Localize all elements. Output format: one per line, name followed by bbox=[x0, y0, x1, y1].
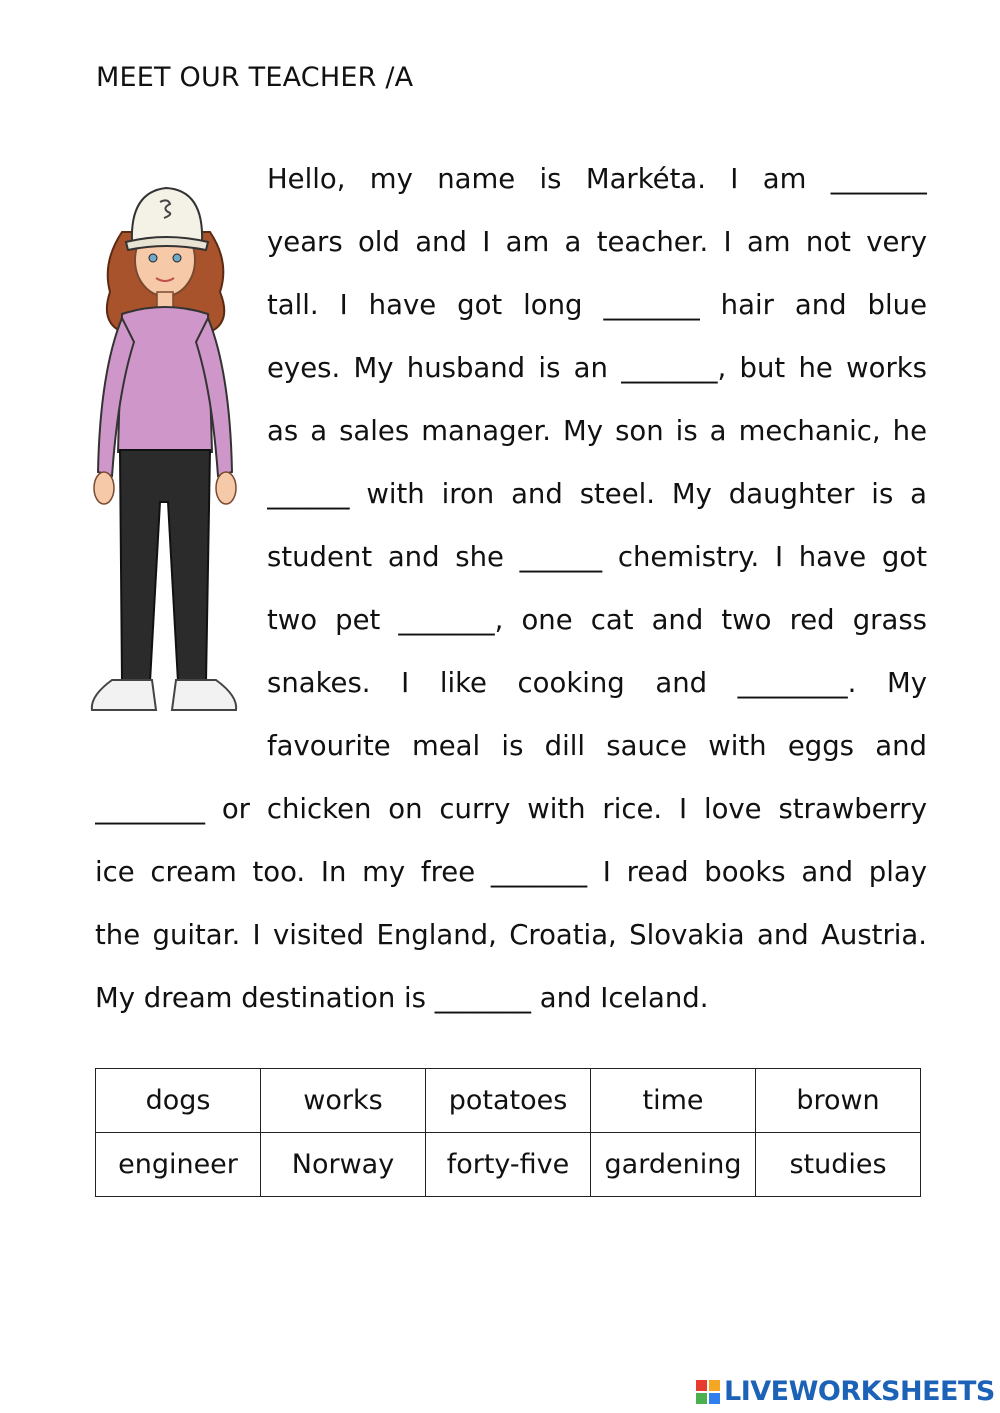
liveworksheets-logo[interactable] bbox=[696, 1376, 995, 1407]
logo-text: LIVEWORKSHEETS bbox=[724, 1376, 995, 1407]
text-line: as a sales manager. My son is a mechanic, he bbox=[267, 415, 927, 447]
text-line: ice cream too. In my free _______ I read books and play bbox=[95, 856, 927, 888]
text-line: student and she ______ chemistry. I have got bbox=[267, 541, 927, 573]
text-line: My dream destination is _______ and Iceland. bbox=[95, 982, 709, 1014]
teacher-illustration bbox=[82, 172, 248, 727]
word-bank-cell: potatoes bbox=[426, 1069, 591, 1133]
text-line: ________ or chicken on curry with rice. I love strawberry bbox=[95, 793, 927, 825]
word-bank-cell: time bbox=[591, 1069, 756, 1133]
text-line: two pet _______, one cat and two red grass bbox=[267, 604, 927, 636]
text-line: snakes. I like cooking and ________. My bbox=[267, 667, 927, 699]
word-bank-cell: works bbox=[261, 1069, 426, 1133]
text-line: years old and I am a teacher. I am not very bbox=[267, 226, 927, 258]
worksheet-title: MEET OUR TEACHER /A bbox=[96, 62, 414, 93]
word-bank-row bbox=[96, 1069, 921, 1133]
word-bank-cell: forty-five bbox=[426, 1133, 591, 1197]
word-bank-cell: studies bbox=[756, 1133, 921, 1197]
text-line: ______ with iron and steel. My daughter is a bbox=[267, 478, 927, 510]
text-line: tall. I have got long _______ hair and blue bbox=[267, 289, 927, 321]
word-bank-cell: gardening bbox=[591, 1133, 756, 1197]
text-line: the guitar. I visited England, Croatia, Slovakia and Austria. bbox=[95, 919, 927, 951]
word-bank-row bbox=[96, 1133, 921, 1197]
word-bank-cell: engineer bbox=[96, 1133, 261, 1197]
word-bank-table bbox=[95, 1068, 921, 1197]
word-bank-cell: brown bbox=[756, 1069, 921, 1133]
text-line: eyes. My husband is an _______, but he works bbox=[267, 352, 927, 384]
word-bank-cell: dogs bbox=[96, 1069, 261, 1133]
word-bank-cell: Norway bbox=[261, 1133, 426, 1197]
text-line: favourite meal is dill sauce with eggs and bbox=[267, 730, 927, 762]
logo-squares-icon bbox=[696, 1380, 720, 1404]
text-line: Hello, my name is Markéta. I am _______ bbox=[267, 163, 927, 195]
